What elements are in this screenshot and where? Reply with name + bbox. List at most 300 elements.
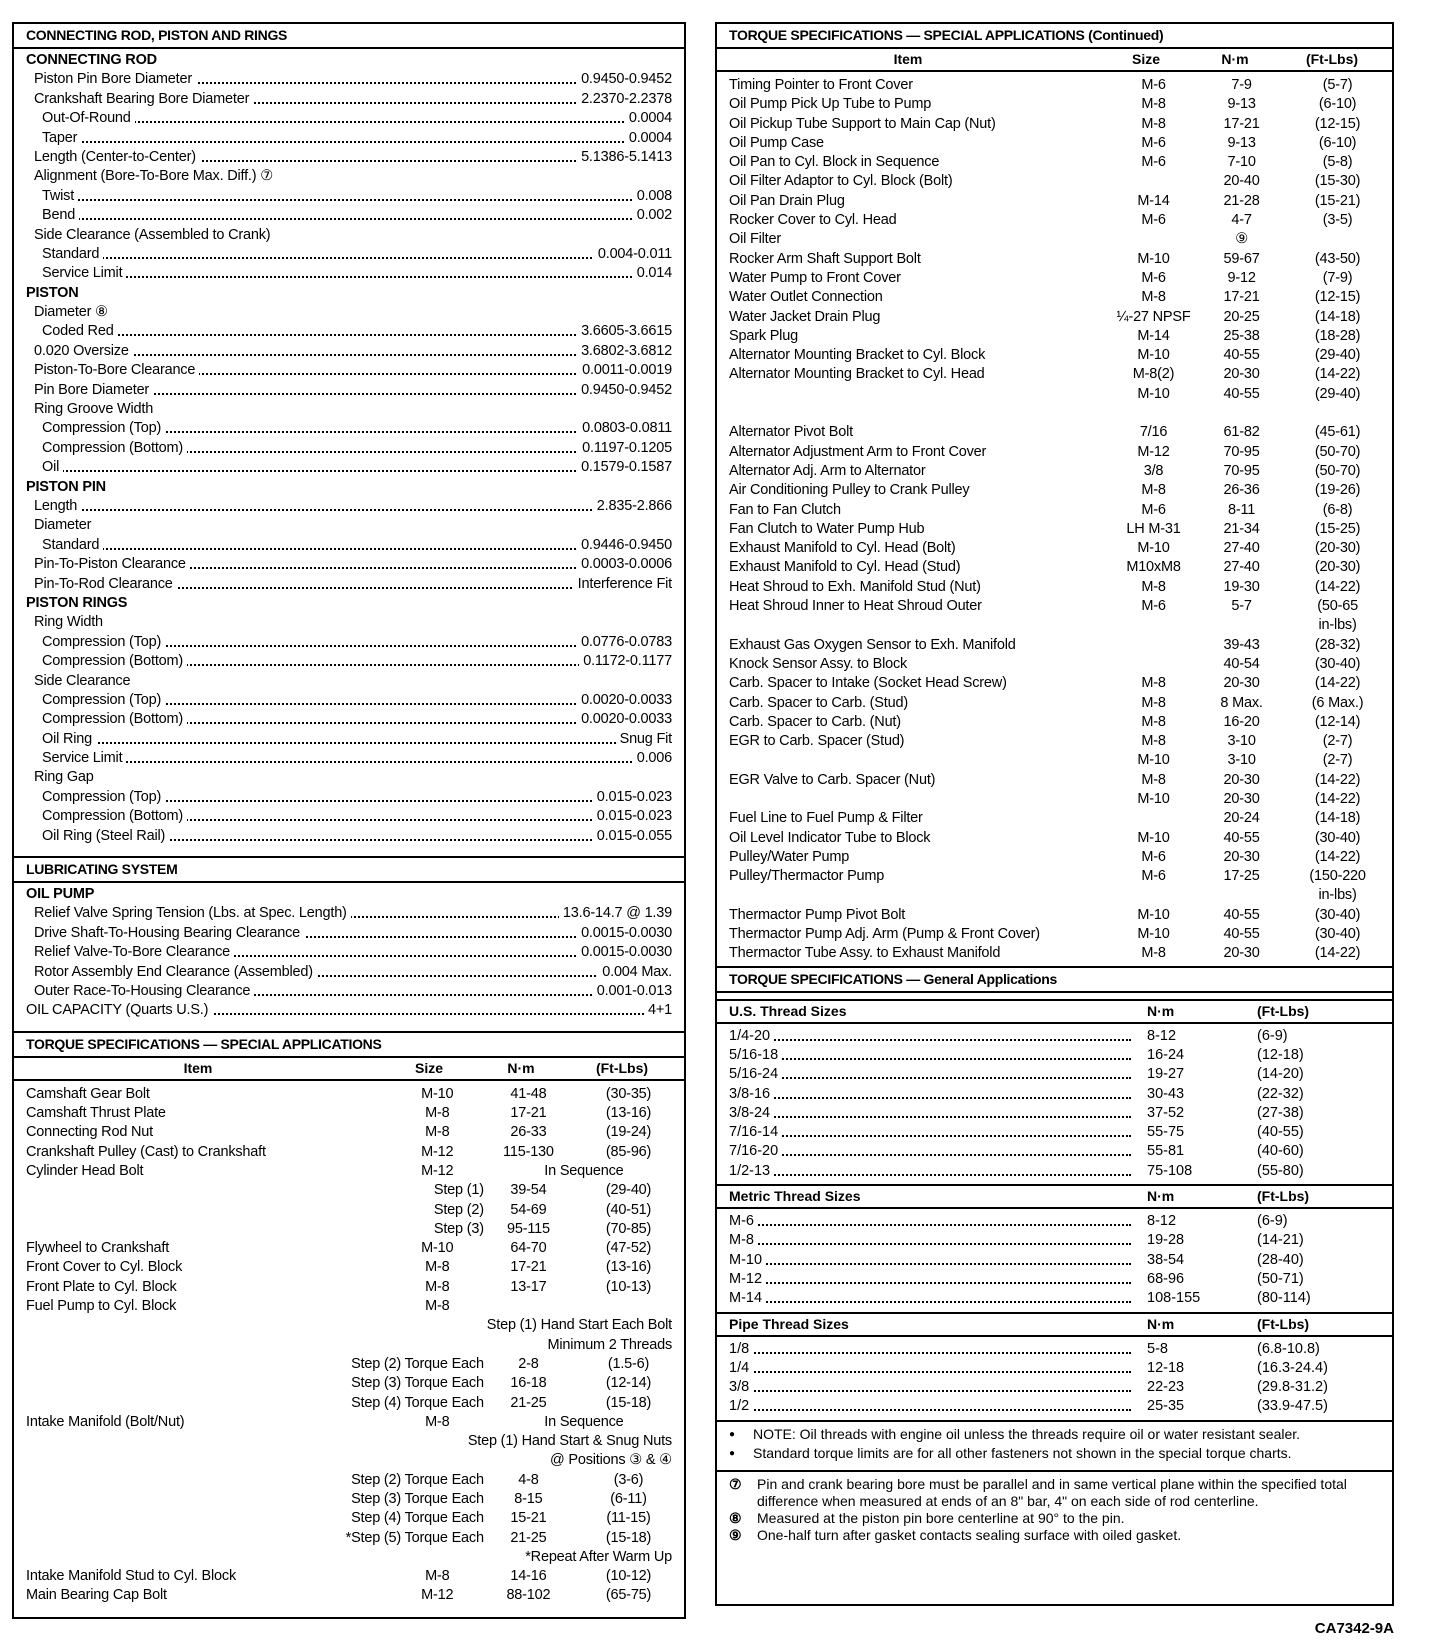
torque-nm: 7-9 bbox=[1231, 77, 1252, 93]
spec-row bbox=[14, 768, 684, 787]
torque-ftlbs: (29-40) bbox=[605, 1182, 652, 1199]
torque-item: EGR to Carb. Spacer (Stud) bbox=[729, 733, 905, 750]
table-row bbox=[717, 385, 1392, 404]
torque-item: Rocker Cover to Cyl. Head bbox=[729, 212, 897, 229]
spec-value: 0.015-0.023 bbox=[593, 788, 672, 807]
spec-row bbox=[14, 788, 684, 807]
torque-nm: 16-18 bbox=[510, 1375, 547, 1392]
torque-ftlbs: (50-70) bbox=[1314, 462, 1361, 479]
spec-value: 5.1386-5.1413 bbox=[577, 148, 672, 167]
torque-nm: 9-13 bbox=[1227, 134, 1256, 151]
torque-size: M-8 bbox=[1141, 733, 1166, 750]
spec-row bbox=[14, 575, 684, 594]
torque-nm: 27-40 bbox=[1223, 540, 1260, 557]
torque-item: Oil Pan Drain Plug bbox=[729, 192, 845, 209]
table-row bbox=[14, 1509, 684, 1528]
torque-nm: 20-30 bbox=[1223, 675, 1260, 692]
torque-item bbox=[14, 1451, 394, 1470]
torque-ftlbs: (12-15) bbox=[1314, 289, 1361, 306]
table-row bbox=[14, 1123, 684, 1142]
thread-ftlbs: (55-80) bbox=[1257, 1162, 1304, 1179]
table-row bbox=[14, 1104, 684, 1123]
torque-size: M-6 bbox=[1141, 134, 1166, 151]
torque-item: Flywheel to Crankshaft bbox=[26, 1240, 170, 1257]
torque-item: Oil Pan to Cyl. Block in Sequence bbox=[729, 154, 940, 171]
spec-value: 0.008 bbox=[633, 187, 672, 206]
note-item bbox=[729, 1445, 1380, 1462]
torque-ftlbs: in-lbs) bbox=[1318, 887, 1357, 904]
torque-ftlbs: (14-22) bbox=[1314, 848, 1361, 865]
torque-nm: 70-95 bbox=[1223, 462, 1260, 479]
torque-item: Thermactor Pump Adj. Arm (Pump & Front Cover) bbox=[729, 926, 1040, 943]
torque-ftlbs: (6 Max.) bbox=[1311, 694, 1364, 711]
torque-ftlbs: (15-30) bbox=[1314, 173, 1361, 190]
spec-row bbox=[14, 419, 684, 438]
torque-size: M-10 bbox=[1137, 385, 1170, 402]
torque-ftlbs: (5-7) bbox=[1322, 77, 1353, 93]
torque-size: M-8 bbox=[425, 1278, 450, 1295]
torque-size bbox=[1107, 616, 1200, 635]
torque-nm: 95-115 bbox=[506, 1220, 550, 1237]
table-row bbox=[717, 713, 1392, 732]
pipe-thread-header bbox=[717, 1312, 1392, 1337]
thread-ftlbs: (12-18) bbox=[1257, 1046, 1304, 1063]
torque-item: Thermactor Tube Assy. to Exhaust Manifold bbox=[729, 945, 1001, 962]
torque-ftlbs bbox=[1283, 404, 1392, 423]
footnote-mark: ⑦ bbox=[729, 1475, 742, 1492]
spec-value: 0.004-0.011 bbox=[594, 245, 672, 264]
spec-heading bbox=[14, 284, 684, 303]
spec-label: 0.020 Oversize bbox=[34, 342, 133, 361]
torque-size: M-6 bbox=[1141, 77, 1166, 93]
table-row bbox=[14, 1355, 684, 1374]
table-row bbox=[14, 1220, 684, 1239]
spec-label: Compression (Bottom) bbox=[42, 807, 187, 826]
spec-value: 0.9450-0.9452 bbox=[577, 70, 672, 89]
torque-size: M-8 bbox=[1141, 482, 1166, 499]
table-row bbox=[717, 1378, 1392, 1397]
torque-nm: 40-54 bbox=[1223, 655, 1260, 672]
torque-item bbox=[14, 1471, 313, 1490]
torque-ftlbs: (14-22) bbox=[1314, 366, 1361, 383]
torque-ftlbs: (14-22) bbox=[1314, 945, 1361, 962]
pipe-thread-title: Pipe Thread Sizes bbox=[729, 1315, 849, 1332]
table-row bbox=[717, 346, 1392, 365]
table-row bbox=[14, 1374, 684, 1393]
torque-item: Oil Pickup Tube Support to Main Cap (Nut) bbox=[729, 115, 996, 132]
torque-ftlbs: (47-52) bbox=[605, 1240, 652, 1257]
spec-value: 0.004 Max. bbox=[598, 963, 672, 982]
torque-nm: 15-21 bbox=[510, 1510, 547, 1527]
thread-ftlbs: (22-32) bbox=[1257, 1085, 1304, 1102]
spec-row bbox=[14, 1001, 684, 1020]
torque-size: 3/8 bbox=[1143, 462, 1164, 479]
spec-heading bbox=[14, 594, 684, 613]
torque-size: M-14 bbox=[1137, 327, 1170, 344]
thread-size: 7/16-20 bbox=[729, 1142, 781, 1161]
table-row bbox=[717, 1027, 1392, 1046]
torque-step: Step (4) Torque Each bbox=[351, 1394, 484, 1411]
spec-value: 2.2370-2.2378 bbox=[577, 90, 672, 109]
thread-nm: 25-35 bbox=[1147, 1398, 1185, 1415]
table-row bbox=[717, 1397, 1392, 1416]
spec-label: Pin-To-Piston Clearance bbox=[34, 555, 190, 574]
torque-item bbox=[14, 1220, 313, 1239]
thread-nm: 8-12 bbox=[1147, 1213, 1177, 1230]
torque-item: Exhaust Manifold to Cyl. Head (Stud) bbox=[729, 559, 961, 576]
torque-nm: 17-21 bbox=[510, 1105, 547, 1122]
torque-step: Step (2) Torque Each bbox=[351, 1355, 484, 1372]
thread-nm: 75-108 bbox=[1147, 1162, 1193, 1179]
spec-value: 0.9450-0.9452 bbox=[577, 381, 672, 400]
torque-item bbox=[14, 1181, 313, 1200]
thread-nm: 22-23 bbox=[1147, 1379, 1185, 1396]
torque-item: Water Jacket Drain Plug bbox=[729, 308, 881, 325]
spec-row bbox=[14, 439, 684, 458]
header-ftlbs: (Ft-Lbs) bbox=[1305, 51, 1359, 67]
note-item bbox=[729, 1426, 1380, 1443]
leader-dots bbox=[731, 1301, 1131, 1303]
torque-size: M-8 bbox=[425, 1124, 450, 1141]
torque-ftlbs: (6-10) bbox=[1318, 96, 1357, 113]
torque-note: *Repeat After Warm Up bbox=[525, 1548, 672, 1565]
table-row bbox=[717, 269, 1392, 288]
torque-item: Front Cover to Cyl. Block bbox=[26, 1259, 183, 1276]
spec-label: Coded Red bbox=[42, 322, 118, 341]
note-text: NOTE: Oil threads with engine oil unless the threads require oil or water resistant sealer. bbox=[753, 1425, 1301, 1442]
right-column bbox=[715, 22, 1394, 1606]
table-row bbox=[717, 230, 1392, 249]
thread-size: 5/16-18 bbox=[729, 1046, 781, 1065]
torque-size: M-10 bbox=[1137, 906, 1170, 923]
torque-nm: 21-28 bbox=[1223, 192, 1260, 209]
torque-note: Step (1) Hand Start & Snug Nuts bbox=[467, 1433, 672, 1450]
thread-ftlbs: (40-60) bbox=[1257, 1143, 1304, 1160]
spec-label: Compression (Top) bbox=[42, 691, 165, 710]
torque-item: Exhaust Manifold to Cyl. Head (Bolt) bbox=[729, 540, 956, 557]
table-row bbox=[717, 1340, 1392, 1359]
spec-label: Relief Valve Spring Tension (Lbs. at Spec. Length) bbox=[34, 904, 351, 923]
torque-nm: 59-67 bbox=[1223, 250, 1260, 267]
torque-item: Pulley/Thermactor Pump bbox=[729, 868, 885, 885]
thread-ftlbs: (16.3-24.4) bbox=[1257, 1359, 1328, 1376]
table-row bbox=[717, 423, 1392, 442]
torque-item bbox=[14, 1201, 313, 1220]
table-row bbox=[717, 636, 1392, 655]
table-row bbox=[717, 95, 1392, 114]
spec-value: 4+1 bbox=[644, 1001, 672, 1020]
spec-value: 13.6-14.7 @ 1.39 bbox=[559, 904, 672, 923]
torque-ftlbs: (3-5) bbox=[1322, 212, 1353, 229]
thread-nm: 16-24 bbox=[1147, 1046, 1185, 1063]
torque-size: M10xM8 bbox=[1126, 559, 1181, 576]
torque-size: 7/16 bbox=[1139, 424, 1168, 441]
leader-dots bbox=[42, 218, 672, 220]
torque-ftlbs bbox=[573, 1297, 684, 1316]
torque-item bbox=[717, 385, 1107, 404]
leader-dots bbox=[42, 276, 672, 278]
torque-ftlbs: (14-18) bbox=[1314, 810, 1361, 827]
torque-size: M-8 bbox=[425, 1259, 450, 1276]
spec-row bbox=[14, 943, 684, 962]
spec-label: Compression (Top) bbox=[42, 419, 165, 438]
torque-nm: 61-82 bbox=[1223, 424, 1260, 441]
torque-nm: 14-16 bbox=[510, 1568, 547, 1585]
torque-nm: 8 Max. bbox=[1220, 694, 1263, 711]
thread-nm: 55-81 bbox=[1147, 1143, 1185, 1160]
spec-value: 0.0776-0.0783 bbox=[577, 633, 672, 652]
connecting-rod-spec-list bbox=[14, 49, 684, 850]
torque-size: LH M-31 bbox=[1126, 520, 1181, 537]
torque-item bbox=[14, 1509, 313, 1528]
thread-size: 1/2 bbox=[729, 1397, 752, 1416]
table-row bbox=[717, 616, 1392, 635]
torque-item: Heat Shroud Inner to Heat Shroud Outer bbox=[729, 598, 982, 615]
footnote-text: Pin and crank bearing bore must be parallel and in same vertical plane within the specified total difference when measured at ends of an 8" bar, 4" on each side of rod centerline. bbox=[757, 1475, 1347, 1509]
torque-size: M-8 bbox=[1141, 96, 1166, 113]
table-row bbox=[14, 1336, 684, 1355]
torque-ftlbs: (14-22) bbox=[1314, 675, 1361, 692]
spec-label: Ring Groove Width bbox=[34, 400, 157, 419]
spec-label: Oil Ring bbox=[42, 730, 96, 749]
table-row bbox=[717, 211, 1392, 230]
torque-nm: 20-24 bbox=[1223, 810, 1260, 827]
torque-nm: 9-13 bbox=[1227, 96, 1256, 113]
torque-size: M-10 bbox=[1137, 250, 1170, 267]
spec-label: Compression (Top) bbox=[42, 788, 165, 807]
footnote-text: One-half turn after gasket contacts sealing surface with oiled gasket. bbox=[757, 1526, 1182, 1543]
torque-ftlbs: (12-14) bbox=[1314, 713, 1361, 730]
torque-note: @ Positions ③ & ④ bbox=[550, 1452, 672, 1469]
spec-heading bbox=[14, 51, 684, 70]
notes-block bbox=[717, 1420, 1392, 1470]
torque-size: M-8 bbox=[425, 1298, 450, 1315]
spec-label: Ring Gap bbox=[34, 768, 98, 787]
torque-item bbox=[14, 1355, 313, 1374]
torque-nm: 2-8 bbox=[518, 1355, 539, 1372]
table-row bbox=[717, 192, 1392, 211]
thread-size: M-8 bbox=[729, 1231, 757, 1250]
torque-nm: 3-10 bbox=[1227, 733, 1256, 750]
torque-nm: 21-34 bbox=[1223, 520, 1260, 537]
torque-size: M-6 bbox=[1141, 212, 1166, 229]
torque-item: Alternator Mounting Bracket to Cyl. Block bbox=[729, 347, 986, 364]
torque-size: M-10 bbox=[1137, 752, 1170, 769]
torque-ftlbs bbox=[1283, 230, 1392, 249]
torque-size: M-8(2) bbox=[1132, 366, 1175, 383]
torque-size: M-8 bbox=[1141, 578, 1166, 595]
table-row bbox=[717, 462, 1392, 481]
spec-row bbox=[14, 342, 684, 361]
torque-step: *Step (5) Torque Each bbox=[345, 1529, 484, 1546]
spec-row bbox=[14, 109, 684, 128]
torque-note: Step (1) Hand Start Each Bolt bbox=[486, 1317, 672, 1334]
torque-size: M-12 bbox=[421, 1162, 454, 1179]
spec-row bbox=[14, 633, 684, 652]
table-row bbox=[14, 1471, 684, 1490]
torque-nm: 39-54 bbox=[510, 1182, 547, 1199]
spec-label: PISTON bbox=[26, 284, 83, 303]
torque-ftlbs: (50-65 bbox=[1317, 598, 1358, 615]
table-row bbox=[14, 1567, 684, 1586]
spec-value: 0.002 bbox=[633, 206, 672, 225]
torque-step: Step (3) Torque Each bbox=[351, 1375, 484, 1392]
header-item: Item bbox=[893, 51, 923, 67]
torque-size: M-10 bbox=[421, 1085, 454, 1102]
torque-size: M-12 bbox=[421, 1143, 454, 1160]
torque-item bbox=[717, 886, 1107, 905]
spec-label: Rotor Assembly End Clearance (Assembled) bbox=[34, 963, 317, 982]
thread-ftlbs: (6.8-10.8) bbox=[1257, 1340, 1320, 1357]
torque-item: Connecting Rod Nut bbox=[26, 1124, 153, 1141]
torque-table-header bbox=[717, 49, 1392, 72]
torque-item: Knock Sensor Assy. to Block bbox=[729, 655, 908, 672]
header-nm: N·m bbox=[1221, 51, 1249, 67]
spec-label: Compression (Bottom) bbox=[42, 710, 187, 729]
thread-ftlbs: (28-40) bbox=[1257, 1251, 1304, 1268]
leader-dots bbox=[731, 1282, 1131, 1284]
spec-value: 0.0015-0.0030 bbox=[577, 943, 672, 962]
torque-item: Carb. Spacer to Carb. (Nut) bbox=[729, 713, 901, 730]
leader-dots bbox=[42, 742, 672, 744]
torque-nm: 3-10 bbox=[1227, 752, 1256, 769]
thread-ftlbs: (14-21) bbox=[1257, 1232, 1304, 1249]
table-row bbox=[717, 1123, 1392, 1142]
torque-nm: 21-25 bbox=[510, 1394, 547, 1411]
torque-ftlbs: (50-70) bbox=[1314, 443, 1361, 460]
thread-nm: 12-18 bbox=[1147, 1359, 1185, 1376]
torque-item: Heat Shroud to Exh. Manifold Stud (Nut) bbox=[729, 578, 981, 595]
torque-ftlbs: (18-28) bbox=[1314, 327, 1361, 344]
table-row bbox=[717, 288, 1392, 307]
torque-ftlbs: (12-14) bbox=[605, 1375, 652, 1392]
spec-label: Out-Of-Round bbox=[42, 109, 135, 128]
torque-ftlbs: (20-30) bbox=[1314, 540, 1361, 557]
spec-row bbox=[14, 613, 684, 632]
spec-label: Compression (Top) bbox=[42, 633, 165, 652]
thread-ftlbs: (80-114) bbox=[1257, 1290, 1311, 1307]
section-title-lubricating: LUBRICATING SYSTEM bbox=[14, 856, 684, 883]
table-row bbox=[717, 1251, 1392, 1270]
torque-item: Exhaust Gas Oxygen Sensor to Exh. Manifold bbox=[729, 636, 1016, 653]
table-row bbox=[14, 1586, 684, 1605]
torque-nm: 40-55 bbox=[1223, 829, 1260, 846]
torque-size: M-12 bbox=[1137, 443, 1170, 460]
table-row bbox=[14, 1278, 684, 1297]
table-row bbox=[717, 1046, 1392, 1065]
torque-size: M-8 bbox=[1141, 675, 1166, 692]
torque-nm: 4-8 bbox=[518, 1471, 539, 1488]
leader-dots bbox=[731, 1174, 1131, 1176]
torque-nm: 17-21 bbox=[510, 1259, 547, 1276]
torque-ftlbs: (5-8) bbox=[1322, 154, 1353, 171]
torque-size: M-14 bbox=[1137, 192, 1170, 209]
torque-ftlbs: (3-6) bbox=[613, 1471, 644, 1488]
torque-size: M-8 bbox=[425, 1413, 450, 1430]
table-row bbox=[717, 481, 1392, 500]
torque-ftlbs: (15-21) bbox=[1314, 192, 1361, 209]
torque-item: EGR Valve to Carb. Spacer (Nut) bbox=[729, 771, 936, 788]
torque-item bbox=[14, 1548, 394, 1567]
torque-ftlbs: (29-40) bbox=[1314, 385, 1361, 402]
torque-ftlbs: in-lbs) bbox=[1318, 617, 1357, 634]
thread-size: M-10 bbox=[729, 1251, 765, 1270]
leader-dots bbox=[731, 1154, 1131, 1156]
figure-code: CA7342-9A bbox=[1314, 1620, 1394, 1637]
us-thread-header bbox=[717, 999, 1392, 1024]
spec-heading bbox=[14, 478, 684, 497]
spec-label: Taper bbox=[42, 129, 81, 148]
spec-label: Length bbox=[34, 497, 81, 516]
torque-nm: 20-40 bbox=[1223, 173, 1260, 190]
table-row bbox=[14, 1432, 684, 1451]
thread-ftlbs: (14-20) bbox=[1257, 1066, 1304, 1083]
footnotes-block bbox=[717, 1470, 1392, 1548]
footnote-mark: ⑨ bbox=[729, 1526, 742, 1543]
torque-size: M-10 bbox=[1137, 790, 1170, 807]
torque-step: Step (3) bbox=[433, 1220, 484, 1237]
spec-row bbox=[14, 381, 684, 400]
torque-nm: 5-7 bbox=[1231, 598, 1252, 615]
torque-item: Oil Level Indicator Tube to Block bbox=[729, 829, 931, 846]
thread-size: 3/8 bbox=[729, 1378, 752, 1397]
leader-dots bbox=[731, 1390, 1131, 1392]
torque-size: M-8 bbox=[425, 1568, 450, 1585]
thread-size: 1/8 bbox=[729, 1340, 752, 1359]
spec-label: Twist bbox=[42, 187, 78, 206]
torque-item: Camshaft Gear Bolt bbox=[26, 1085, 150, 1102]
torque-nm: 17-25 bbox=[1223, 868, 1260, 885]
torque-item bbox=[14, 1374, 313, 1393]
table-row bbox=[14, 1490, 684, 1509]
torque-ftlbs: (30-40) bbox=[1314, 906, 1361, 923]
torque-nm: 8-11 bbox=[1228, 501, 1256, 518]
spec-label: Length (Center-to-Center) bbox=[34, 148, 200, 167]
spec-label: Compression (Bottom) bbox=[42, 652, 187, 671]
table-row bbox=[717, 308, 1392, 327]
torque-nm: 40-55 bbox=[1223, 347, 1260, 364]
torque-ftlbs: (30-40) bbox=[1314, 655, 1361, 672]
torque-size: M-12 bbox=[421, 1587, 454, 1604]
spec-row bbox=[14, 710, 684, 729]
table-row bbox=[14, 1258, 684, 1277]
leader-dots bbox=[731, 1135, 1131, 1137]
torque-item bbox=[717, 790, 1107, 809]
torque-size: M-10 bbox=[1137, 829, 1170, 846]
table-row bbox=[717, 1142, 1392, 1161]
table-row bbox=[717, 674, 1392, 693]
torque-item: Spark Plug bbox=[729, 327, 798, 344]
table-row bbox=[717, 694, 1392, 713]
torque-size: M-8 bbox=[1141, 945, 1166, 962]
spec-label: Alignment (Bore-To-Bore Max. Diff.) ⑦ bbox=[34, 167, 277, 186]
spec-row bbox=[14, 264, 684, 283]
table-row bbox=[14, 1297, 684, 1316]
us-ft-header: (Ft-Lbs) bbox=[1257, 1002, 1310, 1019]
torque-nm: 20-30 bbox=[1223, 366, 1260, 383]
torque-ftlbs: (13-16) bbox=[605, 1259, 652, 1276]
leader-dots bbox=[42, 121, 672, 123]
thread-nm: 19-27 bbox=[1147, 1066, 1185, 1083]
table-row bbox=[717, 443, 1392, 462]
spec-label: Piston-To-Bore Clearance bbox=[34, 361, 199, 380]
thread-size: M-14 bbox=[729, 1289, 765, 1308]
leader-dots bbox=[42, 199, 672, 201]
torque-ftlbs: (15-18) bbox=[605, 1394, 652, 1411]
leader-dots bbox=[731, 1371, 1131, 1373]
leader-dots bbox=[42, 257, 672, 259]
spec-value: Snug Fit bbox=[616, 730, 672, 749]
